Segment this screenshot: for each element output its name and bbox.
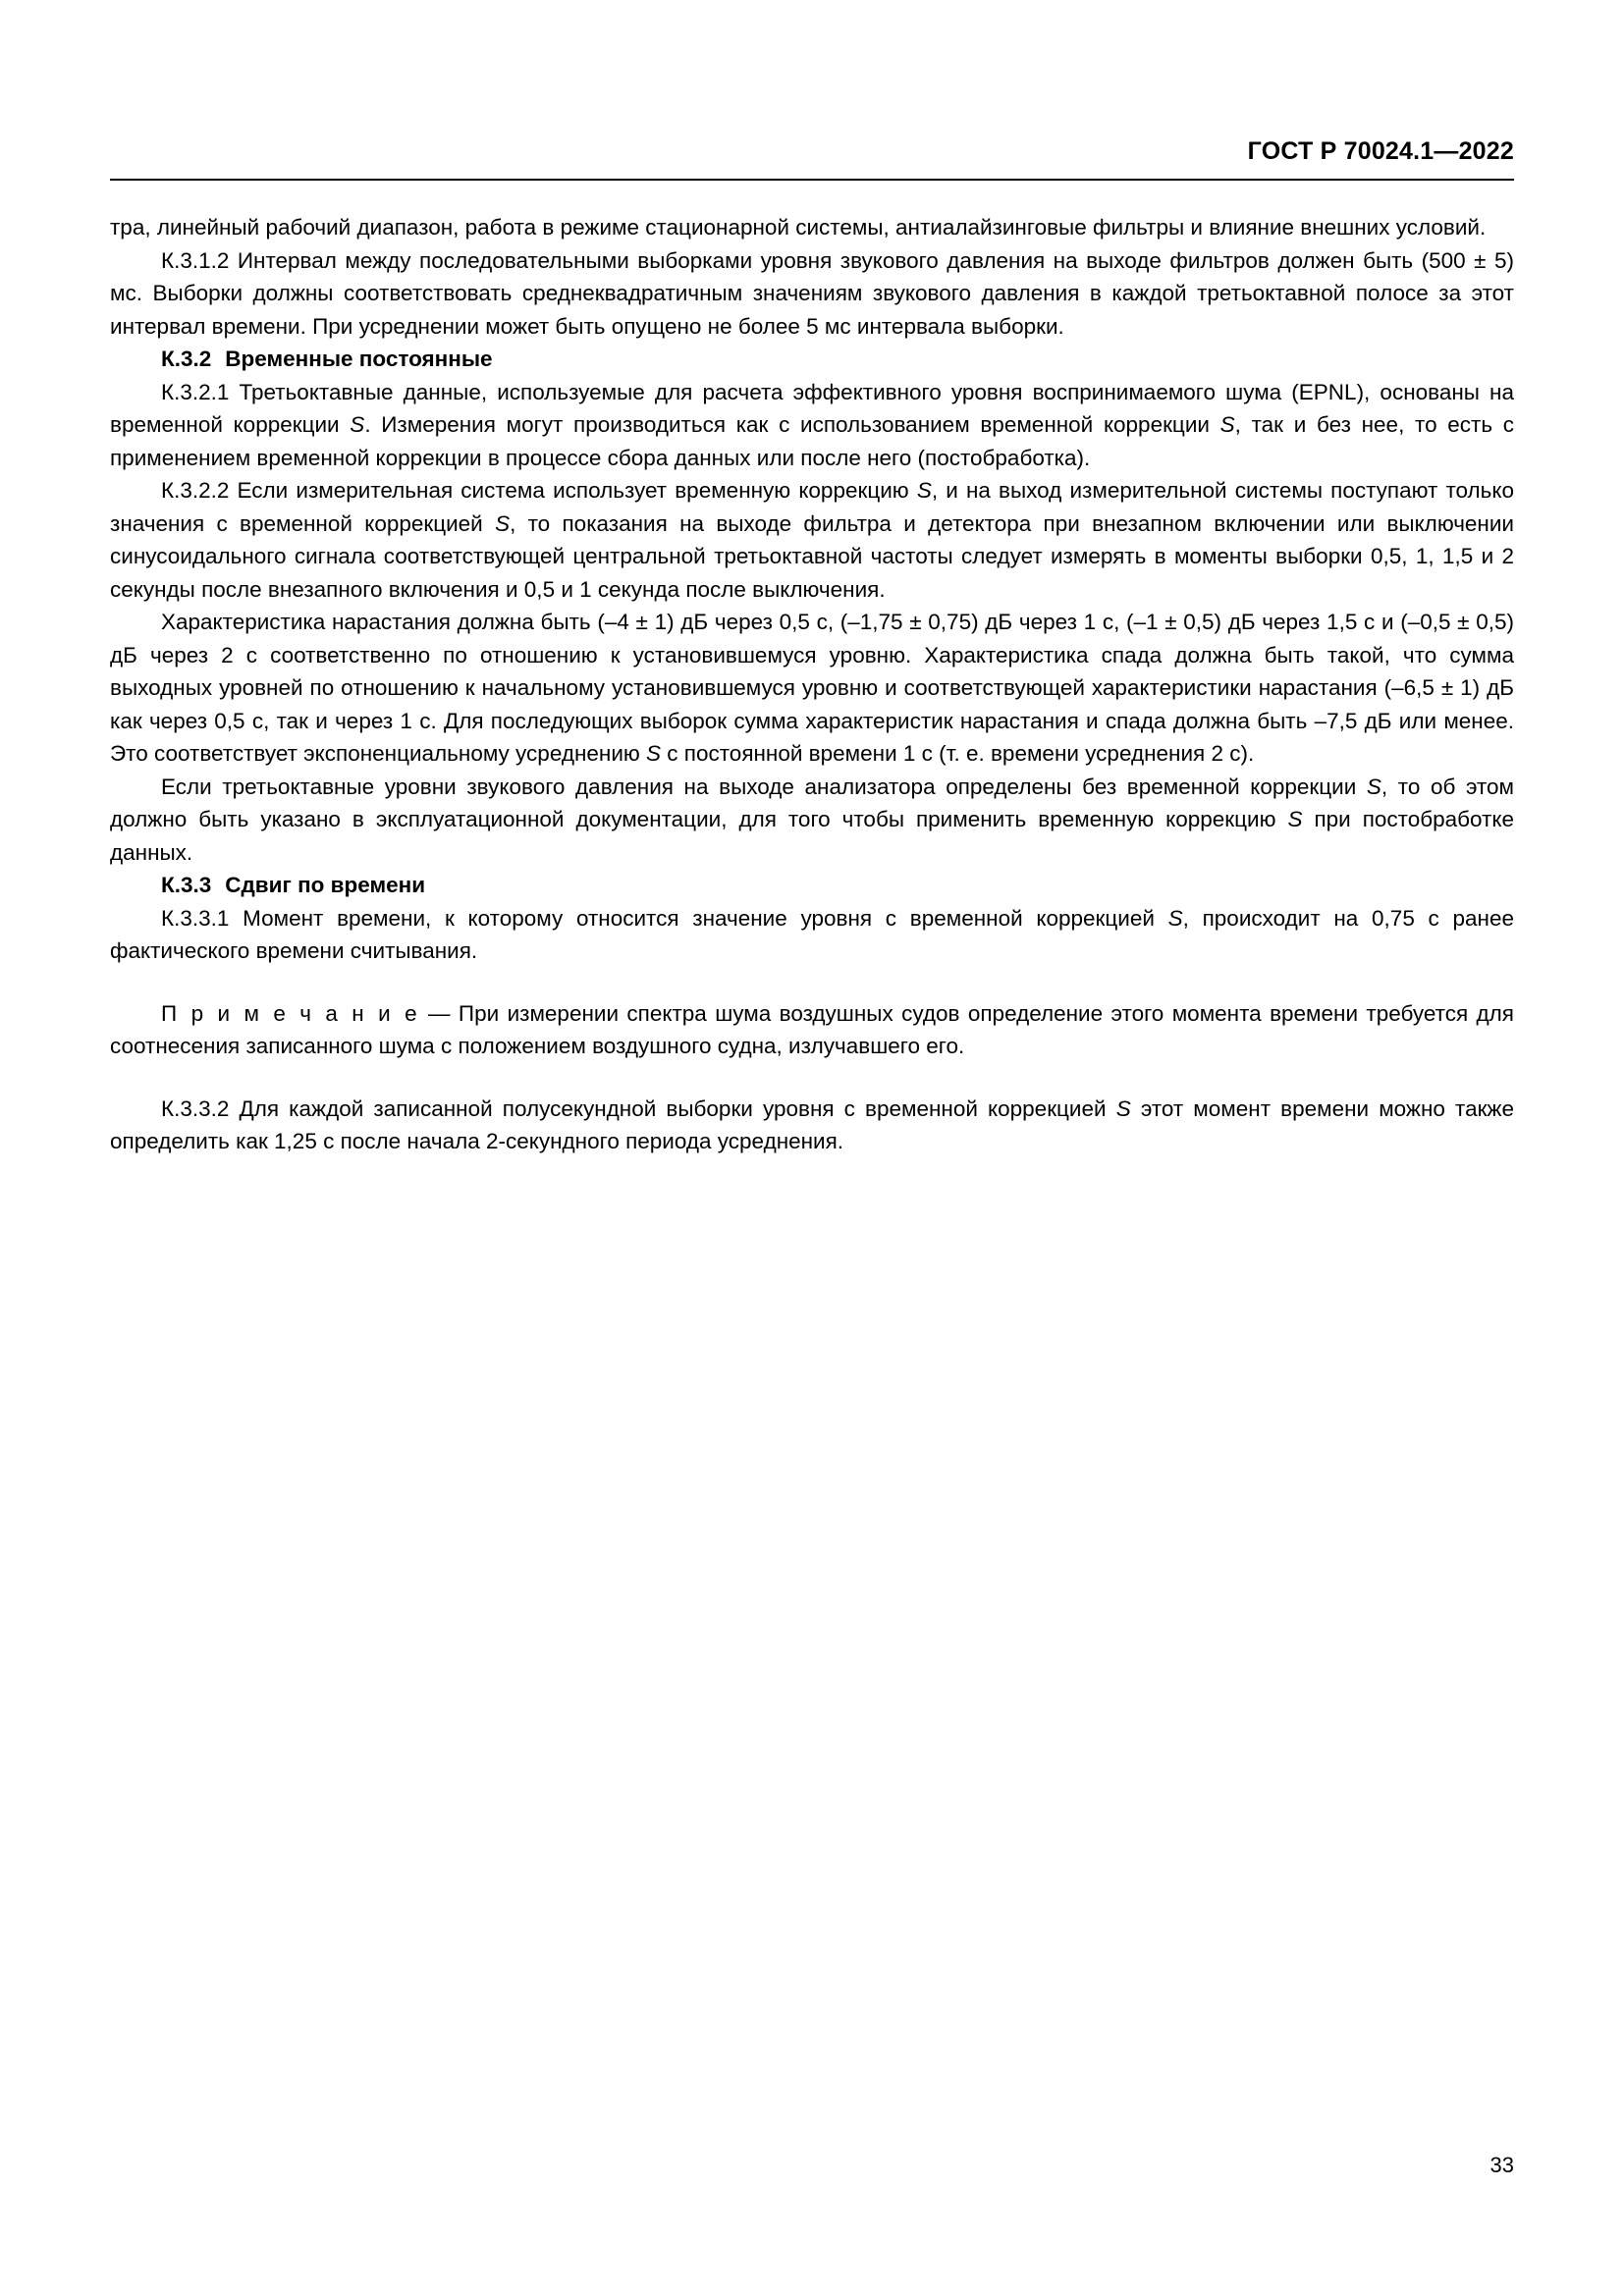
note-text: — При измерении спектра шума воздушных судов определение этого момента времени требуется для соотнесения записанного шума с положением воздушного судна, излучавшего его.	[110, 1000, 1514, 1058]
rise-fall-text-a: Характеристика нарастания должна быть (–4 ± 1) дБ через 0,5 с, (–1,75 ± 0,75) дБ через 1 с, (–1 ± 0,5) дБ через 1,5 с и (–0,5 ± 0,5) дБ через 2 с соответственно по отношению к установившемуся уровню. Характеристика спада должна быть такой, что сумма выходных уровней по отношению к начальному установившемуся уровню и соответствующей характеристики нарастания (–6,5 ± 1) дБ как через 0,5 с, так и через 1 с. Для последующих выборок сумма характеристик нарастания и спада должна быть –7,5 дБ или менее. Это соответствует экспоненциальному усреднению	[110, 610, 1514, 766]
heading-k-3-3	[110, 869, 1514, 902]
page-number: 33	[1489, 2153, 1514, 2177]
heading-k-3-2	[110, 343, 1514, 376]
paragraph-k-3-1-2: К.3.1.2 Интервал между последовательными выборками уровня звукового давления на выходе фильтров должен быть (500 ± 5) мс. Выборки должны соответствовать среднеквадратичным значениям звукового давления в каждой третьоктавной полосе за этот интервал времени. При усреднении может быть опущено не более 5 мс интервала выборки.	[110, 247, 1514, 339]
k332-text-b: этот момент времени можно также определить как 1,25 с после начала 2-секундного периода усреднения.	[110, 1095, 1514, 1153]
nocorr-text-a: Если третьоктавные уровни звукового давления на выходе анализатора определены без временной коррекции	[161, 774, 1367, 799]
k322-symbol-s-1: S	[916, 478, 932, 503]
note-block	[110, 997, 1514, 1063]
rise-fall-text-b: с постоянной времени 1 с (т. е. времени усреднения 2 с).	[661, 741, 1255, 766]
k331-symbol-s: S	[1167, 905, 1183, 931]
k322-symbol-s-2: S	[495, 510, 511, 536]
paragraph-k-3-3-1	[110, 902, 1514, 968]
nocorr-symbol-s-1: S	[1366, 774, 1381, 799]
header-divider	[110, 179, 1514, 181]
k321-text-c: , так и без нее, то есть с применением временной коррекции в процессе сбора данных или после него (постобработка).	[110, 412, 1514, 470]
k321-symbol-s-1: S	[350, 412, 365, 437]
note-label: П р и м е ч а н и е	[161, 1000, 420, 1026]
heading-k-3-2-text: Временные постоянные	[225, 347, 493, 371]
nocorr-symbol-s-2: S	[1287, 807, 1303, 831]
rise-fall-symbol-s: S	[646, 741, 662, 766]
heading-k-3-3-text: Сдвиг по времени	[225, 873, 426, 897]
paragraph-k-3-3-2	[110, 1093, 1514, 1158]
nocorr-text-c: при постобработке данных.	[110, 807, 1514, 865]
paragraph-rise-fall-characteristics	[110, 606, 1514, 771]
k331-text-a: К.3.3.1 Момент времени, к которому относится значение уровня с временной коррекцией	[161, 905, 1168, 931]
paragraph-k-3-2-2	[110, 474, 1514, 606]
k322-text-b: , и на выход измерительной системы поступают только значения с временной коррекцией	[110, 478, 1514, 536]
paragraph-no-correction	[110, 771, 1514, 870]
k322-text-c: , то показания на выходе фильтра и детектора при внезапном включении или выключении синусоидального сигнала соответствующей центральной третьоктавной частоты следует измерять в моменты выборки 0,5, 1, 1,5 и 2 секунды после внезапного включения и 0,5 и 1 секунда после выключения.	[110, 510, 1514, 602]
k332-symbol-s: S	[1115, 1095, 1131, 1121]
page-header-standard-title: ГОСТ Р 70024.1—2022	[1247, 137, 1514, 165]
heading-k-3-3-number: К.3.3	[161, 873, 212, 897]
k321-text-b: . Измерения могут производиться как с использованием временной коррекции	[364, 412, 1220, 437]
k322-text-a: К.3.2.2 Если измерительная система использует временную коррекцию	[161, 478, 917, 503]
k332-text-a: К.3.3.2 Для каждой записанной полусекундной выборки уровня с временной коррекцией	[161, 1095, 1116, 1121]
nocorr-text-b: , то об этом должно быть указано в эксплуатационной документации, для того чтобы применить временную коррекцию	[110, 774, 1514, 831]
paragraph-continued: тра, линейный рабочий диапазон, работа в режиме стационарной системы, антиалайзинговые фильтры и влияние внешних условий.	[110, 215, 1487, 240]
k331-text-b: , происходит на 0,75 с ранее фактического времени считывания.	[110, 905, 1515, 963]
heading-k-3-2-number: К.3.2	[161, 347, 212, 371]
k321-text-a: К.3.2.1 Третьоктавные данные, используемые для расчета эффективного уровня воспринимаемого шума (EPNL), основаны на временной коррекции	[110, 379, 1514, 437]
k321-symbol-s-2: S	[1219, 412, 1235, 437]
paragraph-k-3-2-1	[110, 376, 1514, 475]
document-body	[110, 211, 1514, 1158]
